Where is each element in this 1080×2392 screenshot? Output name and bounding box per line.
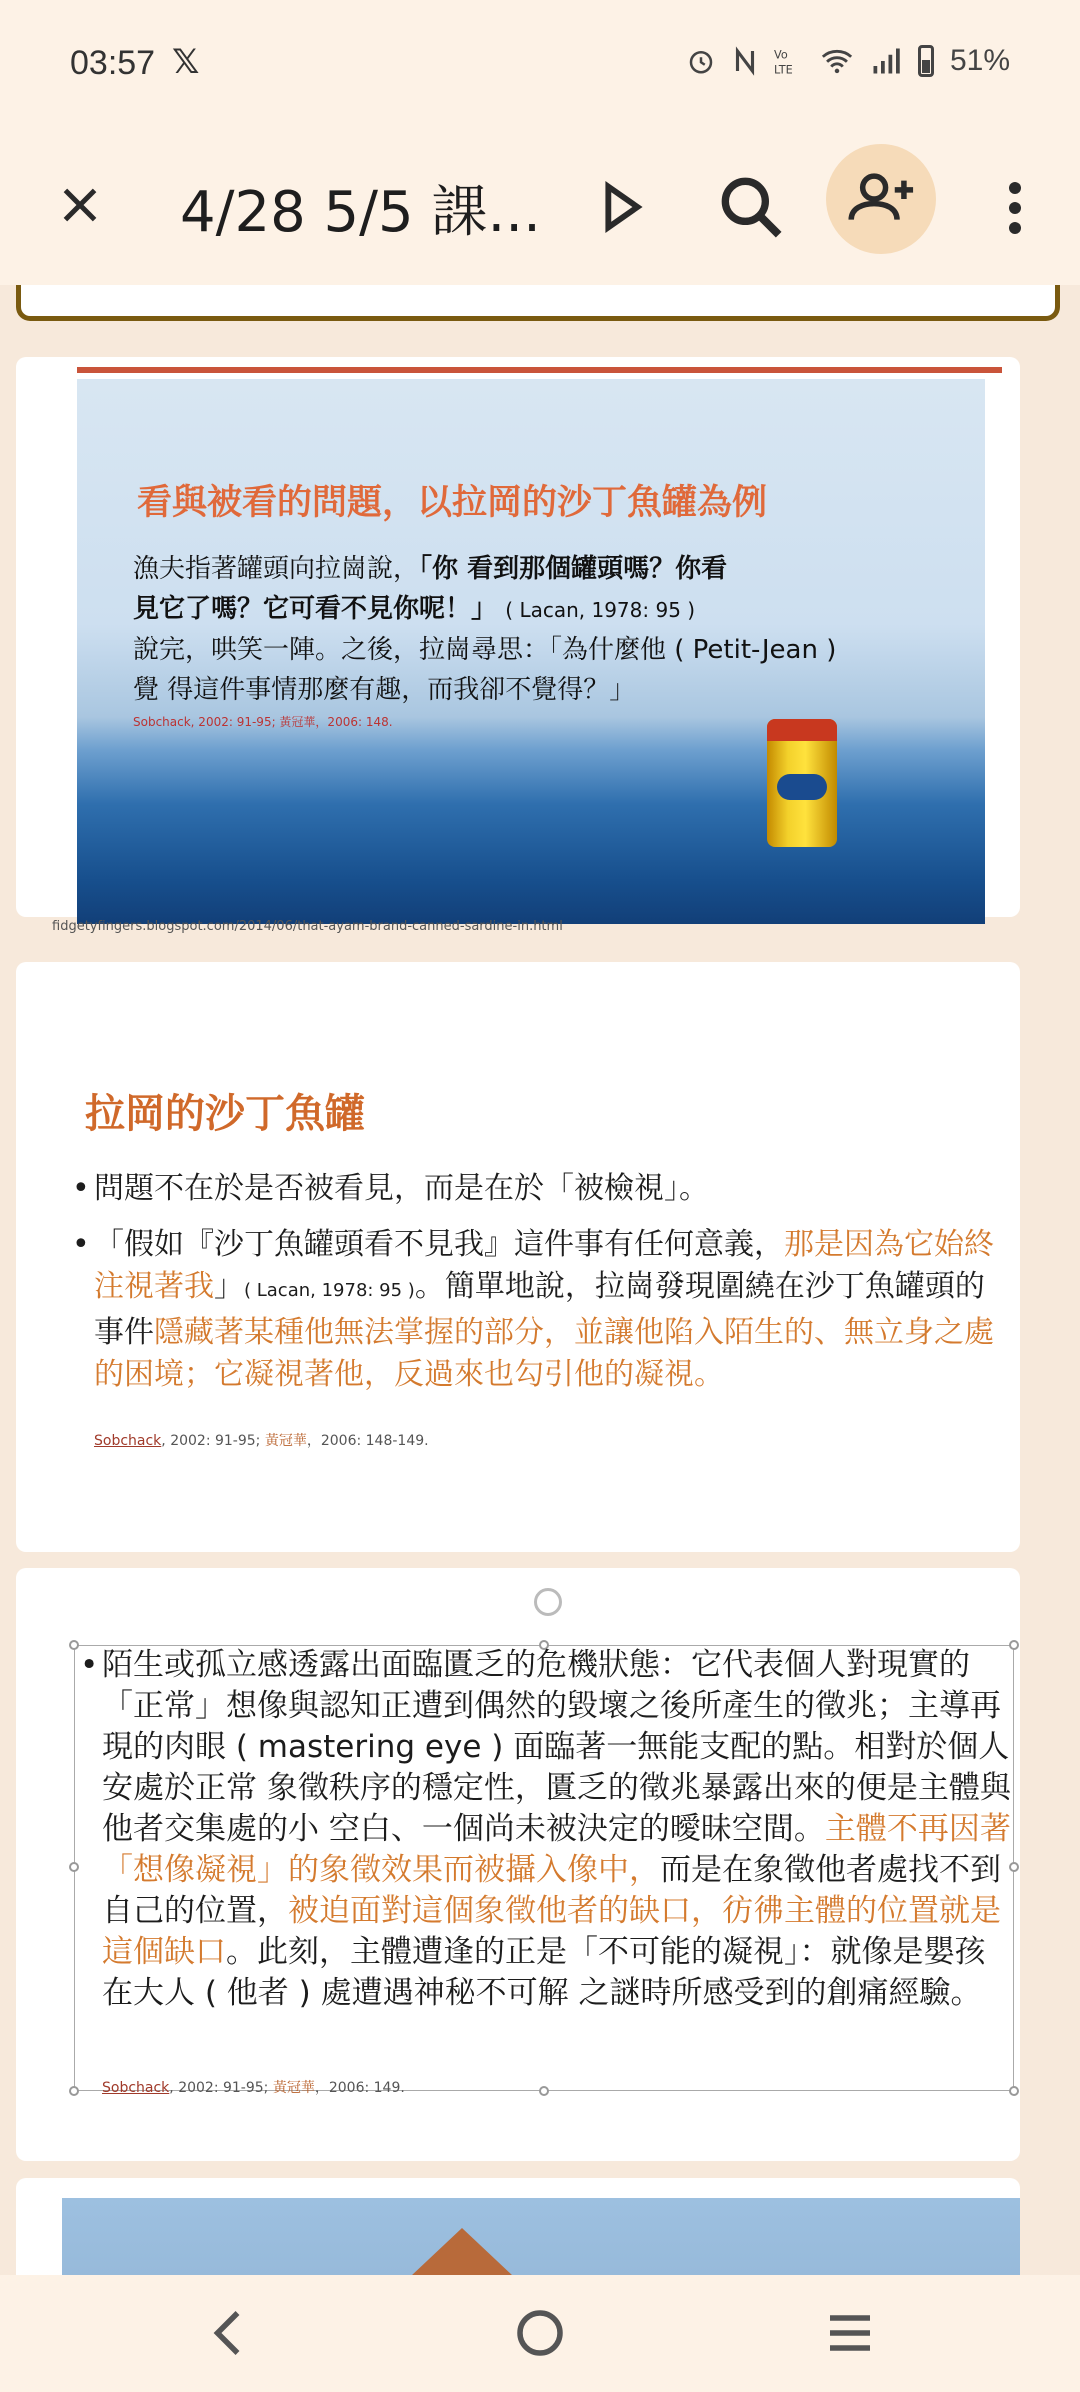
resize-handle[interactable] xyxy=(69,2086,79,2096)
body-text: 。此刻，主體遭逢的正是「不可能的凝視」：就像是嬰孩在大人 ( 他者 ) 處遭遇神秘不可解 之謎時所感受到的創痛經驗。 xyxy=(102,1934,986,2011)
body-text: 漁夫指著罐頭向拉崗說， xyxy=(133,554,420,584)
battery-icon xyxy=(918,45,934,77)
citation: ( Lacan, 1978: 95 ) xyxy=(505,598,696,622)
highlight-text: 被迫面對這個象徵他者的缺口，彷彿主體的位置就是這個缺口 xyxy=(102,1893,1001,1970)
status-icons xyxy=(686,44,1010,78)
body-text: 說完，哄笑一陣。之後，拉崗尋思：「為什麼他 ( Petit-Jean ) xyxy=(133,635,837,665)
svg-text:LTE: LTE xyxy=(773,63,793,76)
citation-text: ，2006: 148-149. xyxy=(306,1433,429,1449)
svg-text:Vo: Vo xyxy=(773,48,788,62)
bullet-item xyxy=(72,1168,974,1210)
nfc-icon xyxy=(732,46,758,76)
more-button[interactable] xyxy=(990,168,1040,248)
present-button[interactable] xyxy=(585,172,655,242)
play-icon xyxy=(585,172,655,242)
recents-icon xyxy=(815,2303,885,2363)
previous-slide-edge[interactable] xyxy=(16,285,1060,321)
slide-list[interactable] xyxy=(0,285,1080,2275)
slide-body xyxy=(133,549,873,710)
highlight-text: 隱藏著某種他無法掌握的部分，並讓他陷入陌生的、無立身之處的困境；它凝視著他，反過來也勾引他的凝視。 xyxy=(94,1315,994,1392)
close-button[interactable] xyxy=(40,165,120,245)
highlight-text: 主體不再因著「想像凝視」的象徵效果而被攝入像中， xyxy=(102,1811,1011,1888)
slide-title: 拉岡的沙丁魚罐 xyxy=(85,1091,365,1137)
search-icon xyxy=(712,168,792,248)
nav-recents-button[interactable] xyxy=(815,2303,885,2363)
body-text: 陌生或孤立感透露出面臨匱乏的危機狀態：它代表個人對現實的「正常」想像與認知正遭到偶然的毀壞之後所產生的徵兆；主導再現的肉眼 ( mastering eye ) 面臨著一無能支配的點。相對於個人安處於正常 象徵秩序的穩定性，匱乏的徵兆暴露出來的便是主體與他者交集處的小 空白、一個尚未被決定的曖昧空間。 xyxy=(102,1647,1011,1847)
bullet-text: 問題不在於是否被看見，而是在於「被檢視」。 xyxy=(94,1171,709,1206)
mountain-shape xyxy=(292,2228,632,2275)
slide-body xyxy=(80,1645,1012,2014)
slide-thumbnail[interactable] xyxy=(16,1568,1020,2161)
citation: ( Lacan, 1978: 95 ) xyxy=(244,1280,415,1301)
alarm-icon xyxy=(686,46,716,76)
slide-thumbnail[interactable] xyxy=(16,2178,1020,2275)
x-app-icon: 𝕏 xyxy=(172,42,200,82)
citation-author: 黃冠華 xyxy=(264,1433,307,1449)
search-button[interactable] xyxy=(712,168,792,248)
person-add-icon xyxy=(826,144,936,254)
clock: 03:57 xyxy=(70,44,156,82)
quote-text: 「你 看到那個罐頭嗎？你看 xyxy=(419,554,728,584)
resize-handle[interactable] xyxy=(69,1640,79,1650)
citation-author: Sobchack xyxy=(94,1433,162,1449)
home-icon xyxy=(505,2303,575,2363)
app-toolbar xyxy=(0,130,1080,285)
citation-text: ，2006: 149. xyxy=(314,2080,405,2096)
system-nav-bar xyxy=(0,2275,1080,2392)
bullet-text: 「假如『沙丁魚罐頭看不見我』這件事有任何意義， xyxy=(94,1227,784,1262)
bullet-item xyxy=(72,1224,994,1396)
citation-text: , 2002: 91-95; xyxy=(169,2080,273,2096)
resize-handle[interactable] xyxy=(539,2086,549,2096)
close-icon xyxy=(55,180,105,230)
image-source: fidgetyfingers.blogspot.com/2014/06/that-ayam-brand-canned-sardine-in.html xyxy=(52,919,563,934)
battery-percent: 51% xyxy=(949,44,1010,77)
volte-icon xyxy=(774,46,804,76)
bullet-dot: • xyxy=(80,1647,99,1683)
slide-thumbnail[interactable] xyxy=(16,357,1020,934)
small-citation xyxy=(94,1430,429,1450)
bullet-text: 」 xyxy=(214,1269,244,1304)
highlight-text: 那是因為它始終注視著我 xyxy=(94,1227,994,1304)
small-citation: Sobchack, 2002: 91-95; 黃冠華，2006: 148. xyxy=(133,715,393,729)
sardine-can-image xyxy=(767,719,837,847)
body-text: 覺 得這件事情那麼有趣，而我卻不覺得？」 xyxy=(133,675,636,705)
mountain-painting-image xyxy=(62,2198,1020,2275)
slide-title: 看與被看的問題，以拉岡的沙丁魚罐為例 xyxy=(137,483,768,523)
more-vert-icon xyxy=(990,168,1040,248)
bullet-dot: • xyxy=(72,1171,90,1206)
resize-handle[interactable] xyxy=(1009,2086,1019,2096)
status-bar xyxy=(0,0,1080,130)
bullet-dot: • xyxy=(72,1227,90,1262)
bullet-text: 。簡單地說，拉崗發現圍繞在沙丁魚罐頭的事件 xyxy=(94,1269,985,1350)
slide-thumbnail[interactable] xyxy=(16,962,1020,1552)
slide-accent-bar xyxy=(77,367,1002,373)
citation-text: , 2002: 91-95; xyxy=(161,1433,265,1449)
signal-icon xyxy=(870,46,902,76)
citation-author: 黃冠華 xyxy=(272,2080,315,2096)
citation-author: Sobchack xyxy=(102,2080,170,2096)
small-citation xyxy=(102,2077,405,2097)
back-icon xyxy=(195,2303,265,2363)
sea-background-image xyxy=(77,379,1001,929)
nav-back-button[interactable] xyxy=(195,2303,265,2363)
quote-text: 見它了嗎？它可看不見你呢！」 xyxy=(133,594,498,624)
document-title[interactable]: 4/28 5/5 課... xyxy=(180,180,541,245)
body-text: 而是在象徵他者處找不到自己的位置， xyxy=(102,1852,1001,1929)
rotate-handle[interactable] xyxy=(534,1588,562,1616)
wifi-icon xyxy=(820,46,854,76)
resize-handle[interactable] xyxy=(69,1862,79,1872)
share-button[interactable] xyxy=(826,144,936,254)
nav-home-button[interactable] xyxy=(505,2303,575,2363)
